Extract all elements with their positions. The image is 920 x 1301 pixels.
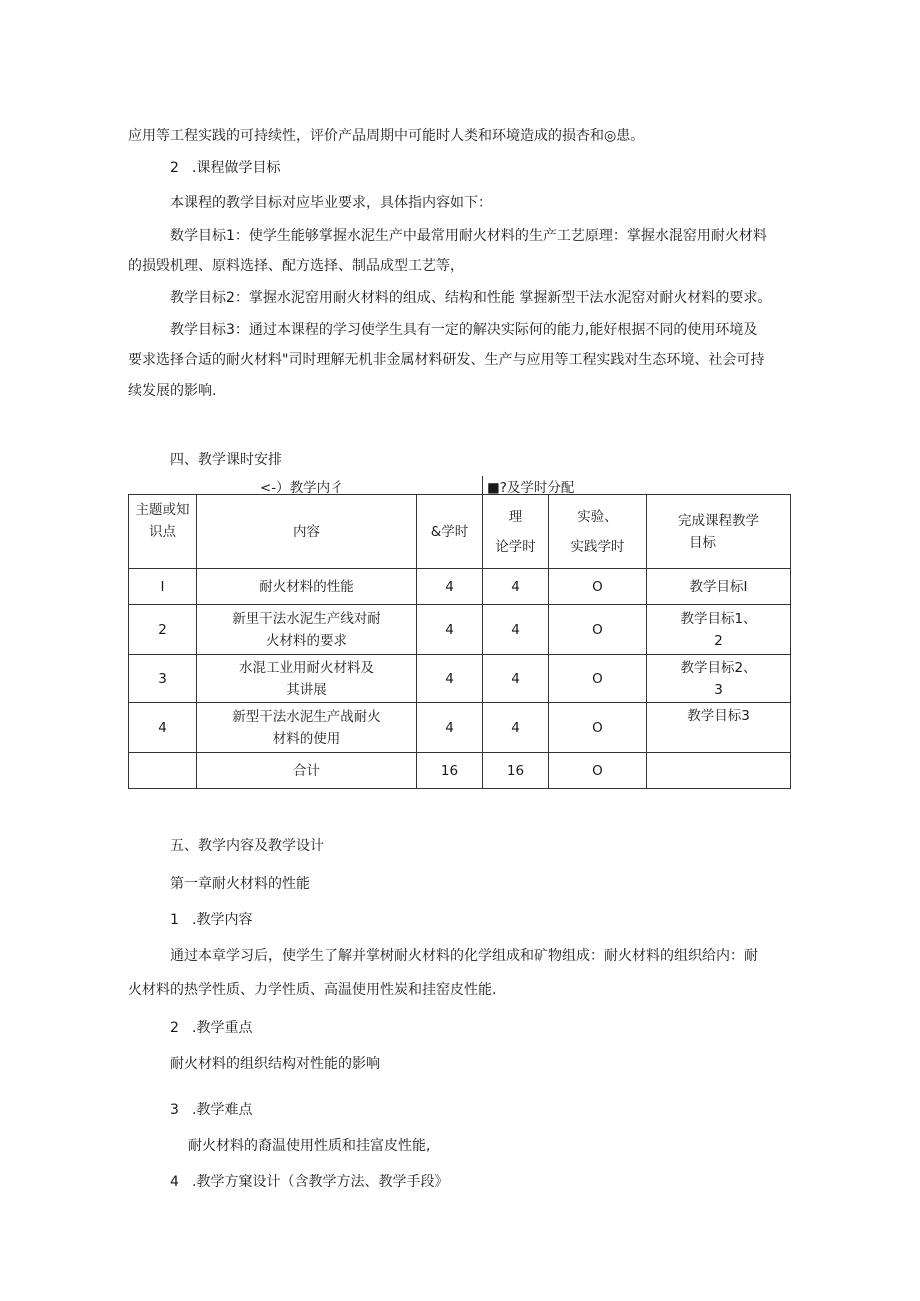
subheading-number: 4	[170, 1174, 179, 1190]
subheading-teaching-plan	[170, 1172, 448, 1192]
cell-content-line: 新型干法水泥生产战耐火	[232, 708, 381, 725]
heading-text: .课程做学目标	[192, 160, 281, 176]
subheading-text: .教学重点	[192, 1020, 253, 1036]
cell-total: 4	[417, 703, 483, 753]
cell-theory: 4	[483, 605, 549, 655]
subheading-text: .教学方窠设计（含教学方法、教学手段》	[192, 1174, 449, 1190]
paragraph-objective-3-line2: 要求选择合适的耐火材料"司时理解无机非金属材料研发、生产与应用等工程实践对生态环境、社会可持	[128, 352, 765, 368]
cell-total: 4	[417, 605, 483, 655]
cell-content-line: 材料的使用	[272, 730, 341, 747]
header-topic-line2: 识点	[149, 524, 176, 540]
header-goal-line2: 目标	[689, 534, 716, 551]
cell-practice: O	[549, 703, 647, 753]
paragraph-objectives-intro: 本课程的教学目标对应毕业要求，具体指内容如下：	[170, 195, 492, 211]
table-row	[129, 569, 791, 605]
header-practice-line1: 实验、	[577, 508, 618, 525]
cell-content-line: 耐火材料的性能	[259, 578, 354, 595]
paragraph-objective-2: 教学目标2：掌握水泥窑用耐火材料的组成、结构和性能 掌握新型干法水泥窑对耐火材料的要求。	[170, 290, 772, 306]
paragraph-content-line2: 火材料的热学性质、力学性质、高温使用性炭和挂窑皮性能.	[128, 982, 497, 998]
cell-content	[197, 703, 417, 753]
caption-right: ■?及学时分配	[482, 476, 574, 494]
cell-goal-line: 教学目标1、	[680, 610, 757, 627]
heading-number: 2	[170, 160, 179, 176]
cell-goal	[647, 569, 791, 605]
table-caption	[128, 476, 790, 496]
cell-practice: O	[549, 569, 647, 605]
header-total-hours: &学时	[417, 495, 483, 569]
subheading-number: 3	[170, 1102, 179, 1118]
subheading-number: 1	[170, 912, 179, 928]
cell-goal-line: 教学目标I	[689, 578, 748, 595]
header-topic-line1: 主题或知	[135, 502, 190, 518]
subheading-key-points	[170, 1018, 252, 1038]
cell-theory: 4	[483, 655, 549, 703]
cell-practice: O	[549, 605, 647, 655]
cell-content	[197, 655, 417, 703]
table-row	[129, 703, 791, 753]
header-practice-line2: 实践学时	[570, 538, 625, 555]
cell-total: 4	[417, 569, 483, 605]
header-goal	[647, 495, 791, 569]
heading-course-objectives	[170, 158, 280, 178]
cell-content-line: 水混工业用耐火材料及	[239, 659, 374, 676]
cell-topic: I	[129, 569, 197, 605]
cell-content	[197, 605, 417, 655]
cell-practice: O	[549, 655, 647, 703]
header-theory-line1: 理	[508, 508, 523, 525]
paragraph-objective-3-line1: 教学目标3：通过本课程的学习使学生具有一定的解决实际何的能力,能好根据不同的使用环境及	[170, 322, 758, 338]
cell-goal-line: 教学目标2、	[680, 659, 757, 676]
cell-goal-line: 2	[714, 632, 723, 649]
paragraph-objective-1-line2: 的损毁机理、原料选择、配方选择、制品成型工艺等，	[128, 258, 464, 274]
cell-goal	[647, 703, 791, 753]
cell-content-line: 其讲展	[286, 681, 327, 698]
subheading-number: 2	[170, 1020, 179, 1036]
paragraph-content-line1: 通过本章学习后，使学生了解并掌树耐火材料的化学组成和矿物组成：耐火材料的组织给内：耐	[170, 948, 758, 964]
subheading-difficulties	[170, 1100, 252, 1120]
subheading-text: .教学内容	[192, 912, 253, 928]
subheading-teaching-content	[170, 910, 252, 930]
cell-theory: 16	[483, 753, 549, 789]
section-title-schedule: 四、教学课时安排	[170, 452, 282, 468]
section-title-content-design: 五、教学内容及教学设计	[170, 838, 324, 854]
cell-total: 16	[417, 753, 483, 789]
paragraph-key-points: 耐火材料的组织结构对性能的影响	[170, 1056, 380, 1072]
subheading-text: .教学难点	[192, 1102, 253, 1118]
cell-goal	[647, 655, 791, 703]
cell-goal-line: 3	[714, 681, 723, 698]
chapter-title: 第一章耐火材料的性能	[170, 876, 310, 892]
cell-content-total-label: 合计	[197, 753, 417, 789]
cell-theory: 4	[483, 569, 549, 605]
table-header-row	[129, 495, 791, 569]
cell-goal-line: 教学目标3	[687, 708, 750, 724]
header-theory-line2: 论学时	[495, 538, 536, 555]
header-content: 内容	[197, 495, 417, 569]
table-total-row	[129, 753, 791, 789]
cell-content-line: 火材料的要求	[266, 632, 347, 649]
cell-topic: 2	[129, 605, 197, 655]
cell-content	[197, 569, 417, 605]
cell-total: 4	[417, 655, 483, 703]
cell-topic: 3	[129, 655, 197, 703]
cell-topic: 4	[129, 703, 197, 753]
cell-content-line: 新里干法水泥生产线对耐	[232, 610, 381, 627]
cell-practice: O	[549, 753, 647, 789]
paragraph-objective-3-line3: 续发展的影响.	[128, 383, 217, 399]
paragraph-objective-1-line1: 数学目标1：使学生能够掌握水泥生产中最常用耐火材料的生产工艺原理：掌握水混窑用耐火材料	[170, 228, 767, 244]
cell-theory: 4	[483, 703, 549, 753]
cell-topic	[129, 753, 197, 789]
table-row	[129, 605, 791, 655]
schedule-table	[128, 494, 791, 789]
cell-goal	[647, 605, 791, 655]
paragraph-sustainability: 应用等工程实践的可持续性，评价产品周期中可能时人类和环境造成的损杏和◎患。	[128, 128, 645, 144]
header-goal-line1: 完成课程教学	[678, 512, 759, 529]
paragraph-difficulties: 耐火材料的裔温使用性质和挂富皮性能,	[188, 1138, 431, 1154]
header-theory-hours	[483, 495, 549, 569]
header-topic	[129, 495, 197, 569]
cell-goal	[647, 753, 791, 789]
table-row	[129, 655, 791, 703]
header-practice-hours	[549, 495, 647, 569]
caption-left: <-）教学内彳	[260, 480, 344, 496]
